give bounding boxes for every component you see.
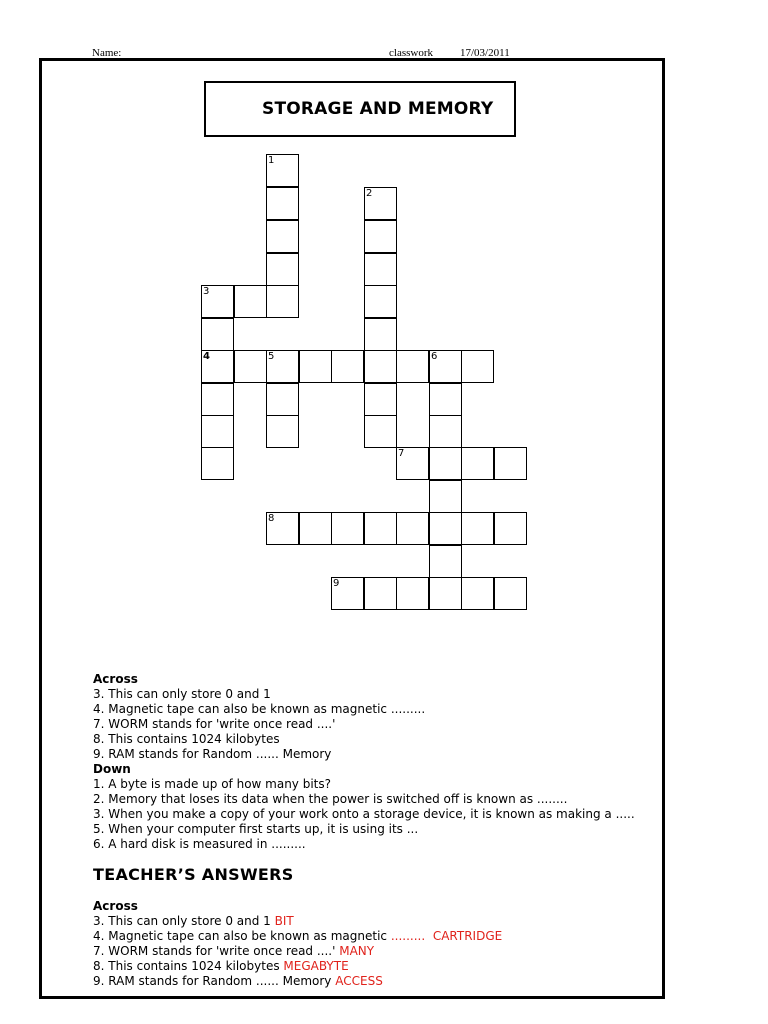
crossword-cell[interactable] [201, 383, 234, 416]
page-title: STORAGE AND MEMORY [262, 99, 494, 119]
down-clue: 2. Memory that loses its data when the power is switched off is known as ........ [93, 792, 568, 806]
crossword-cell[interactable] [364, 285, 397, 318]
crossword-cell[interactable] [299, 350, 332, 383]
crossword-cell[interactable] [364, 253, 397, 286]
across-clue: 3. This can only store 0 and 1 [93, 687, 271, 701]
answer-line [93, 959, 635, 974]
crossword-cell[interactable] [266, 512, 299, 545]
crossword-cell[interactable] [266, 415, 299, 448]
crossword-cell[interactable] [494, 577, 527, 610]
crossword-cell[interactable] [364, 220, 397, 253]
crossword-cell[interactable] [429, 480, 462, 513]
across-clue: 7. WORM stands for 'write once read ....' [93, 717, 336, 731]
crossword-cell[interactable] [429, 512, 462, 545]
answer-line [93, 974, 635, 989]
crossword-cell[interactable] [396, 512, 429, 545]
answer-line [93, 914, 635, 929]
crossword-cell[interactable] [429, 545, 462, 578]
crossword-cell[interactable] [461, 512, 494, 545]
clue-number: 3 [203, 286, 210, 297]
crossword-cell[interactable] [396, 350, 429, 383]
across-clue: 9. RAM stands for Random ...... Memory [93, 747, 332, 761]
down-clue: 3. When you make a copy of your work onto a storage device, it is known as making a ..... [93, 807, 635, 821]
crossword-grid [42, 61, 662, 661]
crossword-cell[interactable] [331, 350, 364, 383]
crossword-cell[interactable] [266, 220, 299, 253]
date-label: 17/03/2011 [460, 47, 510, 59]
across-clue: 8. This contains 1024 kilobytes [93, 732, 280, 746]
crossword-cell[interactable] [429, 350, 462, 383]
crossword-cell[interactable] [201, 285, 234, 318]
across-clue: 4. Magnetic tape can also be known as magnetic ......... [93, 702, 426, 716]
answer-clue: 9. RAM stands for Random ...... Memory [93, 974, 336, 988]
down-clue: 5. When your computer first starts up, it is using its ... [93, 822, 419, 836]
crossword-cell[interactable] [266, 187, 299, 220]
answer-line [93, 944, 635, 959]
crossword-cell[interactable] [201, 447, 234, 480]
down-heading: Down [93, 762, 131, 776]
crossword-cell[interactable] [201, 350, 234, 383]
answer-clue: 7. WORM stands for 'write once read ....' [93, 944, 340, 958]
clue-number: 8 [268, 513, 275, 524]
answer-clue: 4. Magnetic tape can also be known as magnetic [93, 929, 391, 943]
crossword-cell[interactable] [266, 285, 299, 318]
crossword-cell[interactable] [266, 154, 299, 187]
clue-number: 9 [333, 578, 340, 589]
crossword-cell[interactable] [201, 415, 234, 448]
answer-dots: ......... [390, 929, 426, 943]
crossword-cell[interactable] [364, 512, 397, 545]
crossword-cell[interactable] [201, 318, 234, 351]
answer-word: MANY [339, 944, 375, 958]
crossword-cell[interactable] [266, 350, 299, 383]
down-clue: 1. A byte is made up of how many bits? [93, 777, 332, 791]
crossword-cell[interactable] [461, 577, 494, 610]
crossword-cell[interactable] [364, 383, 397, 416]
clue-number: 7 [398, 448, 405, 459]
answer-word: MEGABYTE [283, 959, 349, 973]
crossword-cell[interactable] [396, 577, 429, 610]
answer-line [93, 929, 635, 944]
crossword-cell[interactable] [364, 318, 397, 351]
answers-across-heading: Across [93, 899, 138, 913]
crossword-cell[interactable] [429, 383, 462, 416]
crossword-cell[interactable] [364, 187, 397, 220]
crossword-cell[interactable] [494, 447, 527, 480]
clue-number: 6 [431, 351, 438, 362]
crossword-cell[interactable] [364, 415, 397, 448]
crossword-cell[interactable] [461, 350, 494, 383]
clue-number: 1 [268, 155, 275, 166]
crossword-cell[interactable] [266, 383, 299, 416]
down-clue: 6. A hard disk is measured in ......... [93, 837, 306, 851]
answer-word: BIT [274, 914, 294, 928]
crossword-cell[interactable] [364, 577, 397, 610]
answer-word: CARTRIDGE [432, 929, 503, 943]
crossword-cell[interactable] [331, 512, 364, 545]
answer-clue: 3. This can only store 0 and 1 [93, 914, 275, 928]
crossword-cell[interactable] [299, 512, 332, 545]
crossword-cell[interactable] [234, 285, 267, 318]
classwork-label: classwork [389, 47, 433, 59]
crossword-cell[interactable] [429, 415, 462, 448]
answer-clue: 8. This contains 1024 kilobytes [93, 959, 284, 973]
answers-title: TEACHER’S ANSWERS [93, 865, 294, 884]
crossword-cell[interactable] [461, 447, 494, 480]
crossword-cell[interactable] [396, 447, 429, 480]
crossword-cell[interactable] [234, 350, 267, 383]
crossword-cell[interactable] [429, 577, 462, 610]
clues-section [93, 672, 635, 989]
crossword-cell[interactable] [429, 447, 462, 480]
worksheet-frame [39, 58, 665, 999]
clue-number: 5 [268, 351, 275, 362]
crossword-cell[interactable] [266, 253, 299, 286]
crossword-cell[interactable] [331, 577, 364, 610]
answer-word: ACCESS [335, 974, 383, 988]
crossword-cell[interactable] [494, 512, 527, 545]
clue-number: 2 [366, 188, 373, 199]
across-heading: Across [93, 672, 138, 686]
crossword-cell[interactable] [364, 350, 397, 383]
clue-number: 4 [203, 351, 210, 362]
name-label: Name: [92, 47, 122, 59]
